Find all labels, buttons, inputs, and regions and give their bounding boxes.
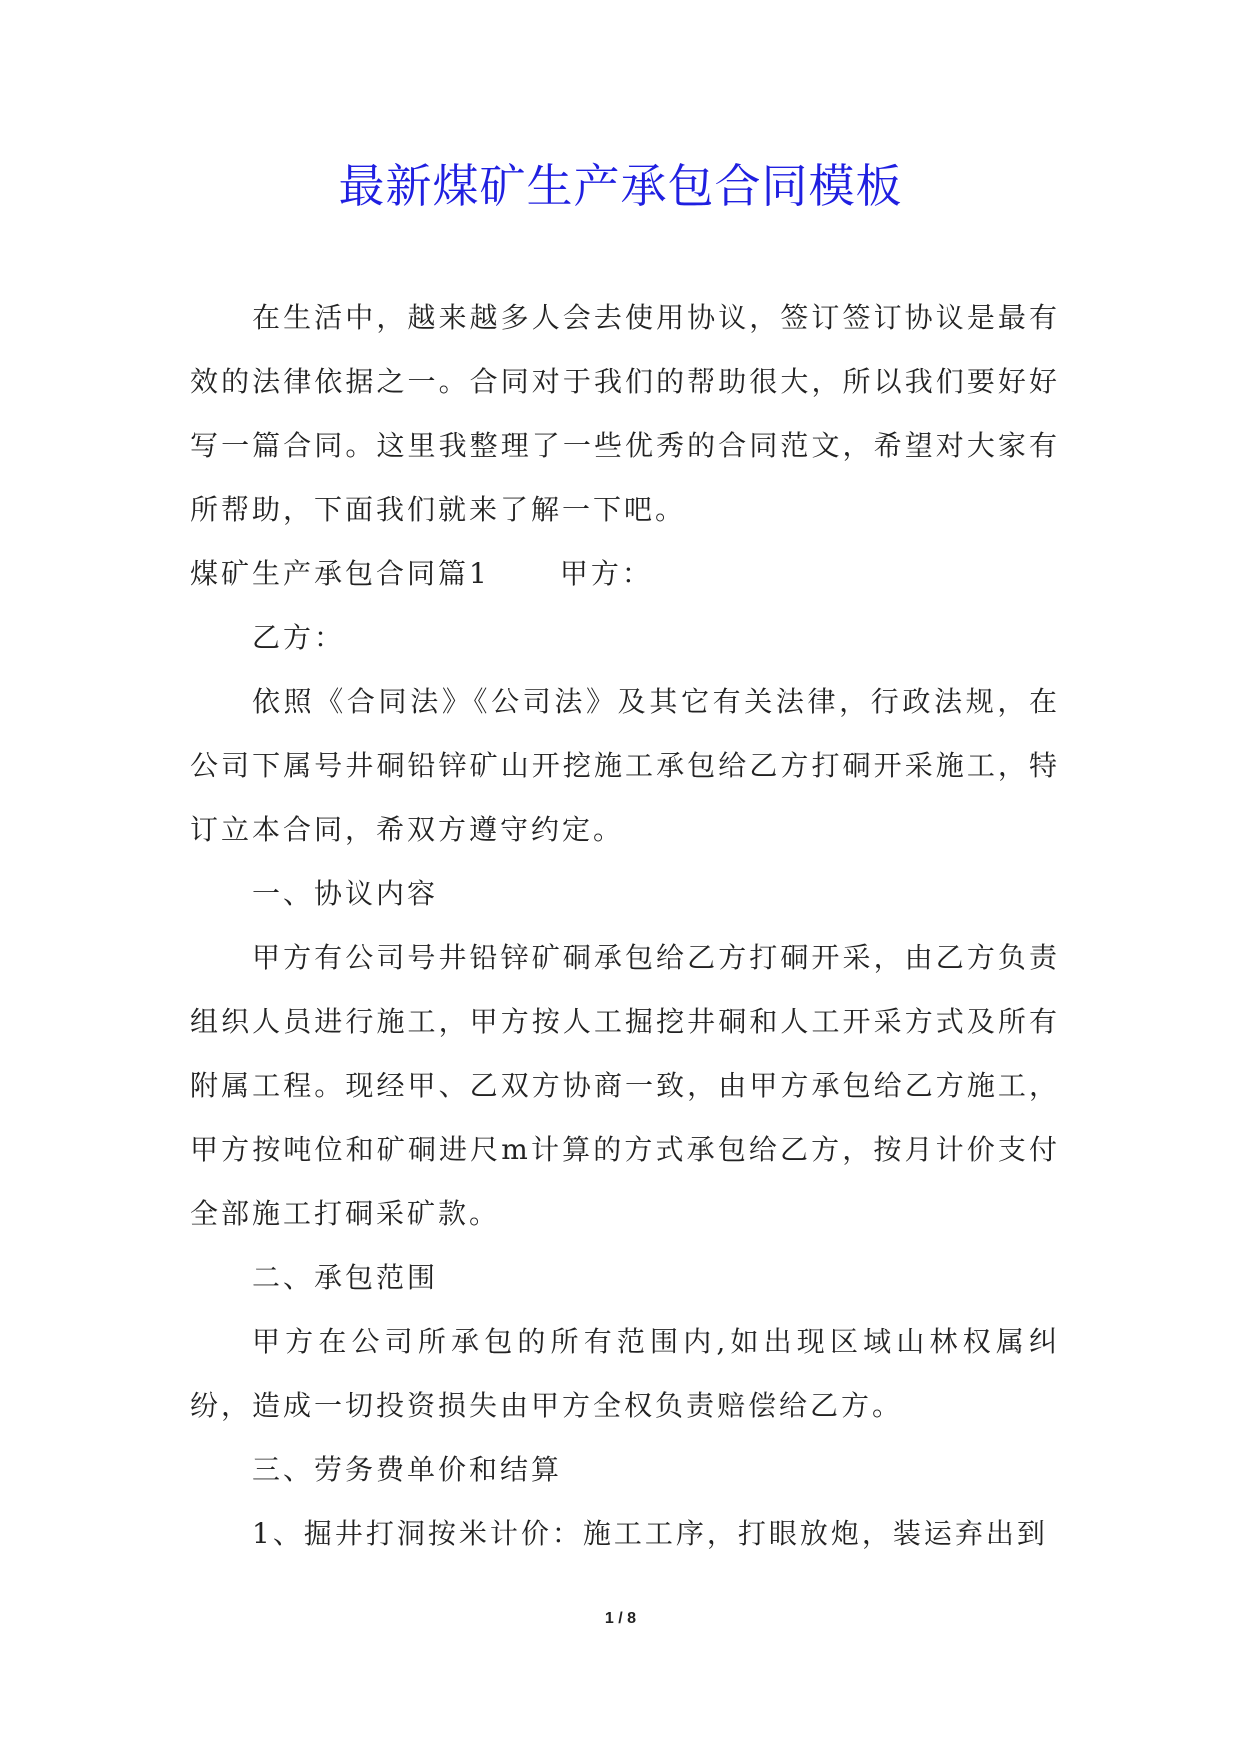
- party-b-label: 乙方：: [252, 621, 346, 654]
- heading-labor-fee: 三、劳务费单价和结算: [252, 1453, 563, 1486]
- intro-paragraph: 在生活中，越来越多人会去使用协议，签订签订协议是最有效的法律依据之一。合同对于我们的帮助很大，所以我们要好好写一篇合同。这里我整理了一些优秀的合同范文，希望对大家有所帮助，下面我们就来了解一下吧。: [190, 301, 1060, 526]
- document-body: [190, 286, 1060, 1566]
- section-title-row: [190, 542, 1060, 606]
- page-number: 1 / 8: [604, 1610, 637, 1627]
- heading-contract-scope: 二、承包范围: [252, 1261, 439, 1294]
- party-a-label: 甲方：: [559, 557, 653, 590]
- labor-fee-paragraph: 1、掘井打洞按米计价：施工工序，打眼放炮，装运弃出到: [252, 1517, 1048, 1550]
- contract-scope-paragraph: 甲方在公司所承包的所有范围内,如出现区域山林权属纠纷，造成一切投资损失由甲方全权负责赔偿给乙方。: [190, 1325, 1060, 1422]
- basis-paragraph: 依照《合同法》《公司法》及其它有关法律，行政法规，在公司下属号井硐铅锌矿山开挖施工承包给乙方打硐开采施工，特订立本合同，希双方遵守约定。: [190, 685, 1060, 846]
- section-title: 煤矿生产承包合同篇1: [190, 557, 490, 590]
- agreement-content-paragraph: 甲方有公司号井铅锌矿硐承包给乙方打硐开采，由乙方负责组织人员进行施工，甲方按人工掘挖井硐和人工开采方式及所有附属工程。现经甲、乙双方协商一致，由甲方承包给乙方施工，甲方按吨位和矿硐进尺m计算的方式承包给乙方，按月计价支付全部施工打硐采矿款。: [190, 941, 1060, 1230]
- document-title: 最新煤矿生产承包合同模板: [338, 159, 903, 213]
- heading-agreement-content: 一、协议内容: [252, 877, 439, 910]
